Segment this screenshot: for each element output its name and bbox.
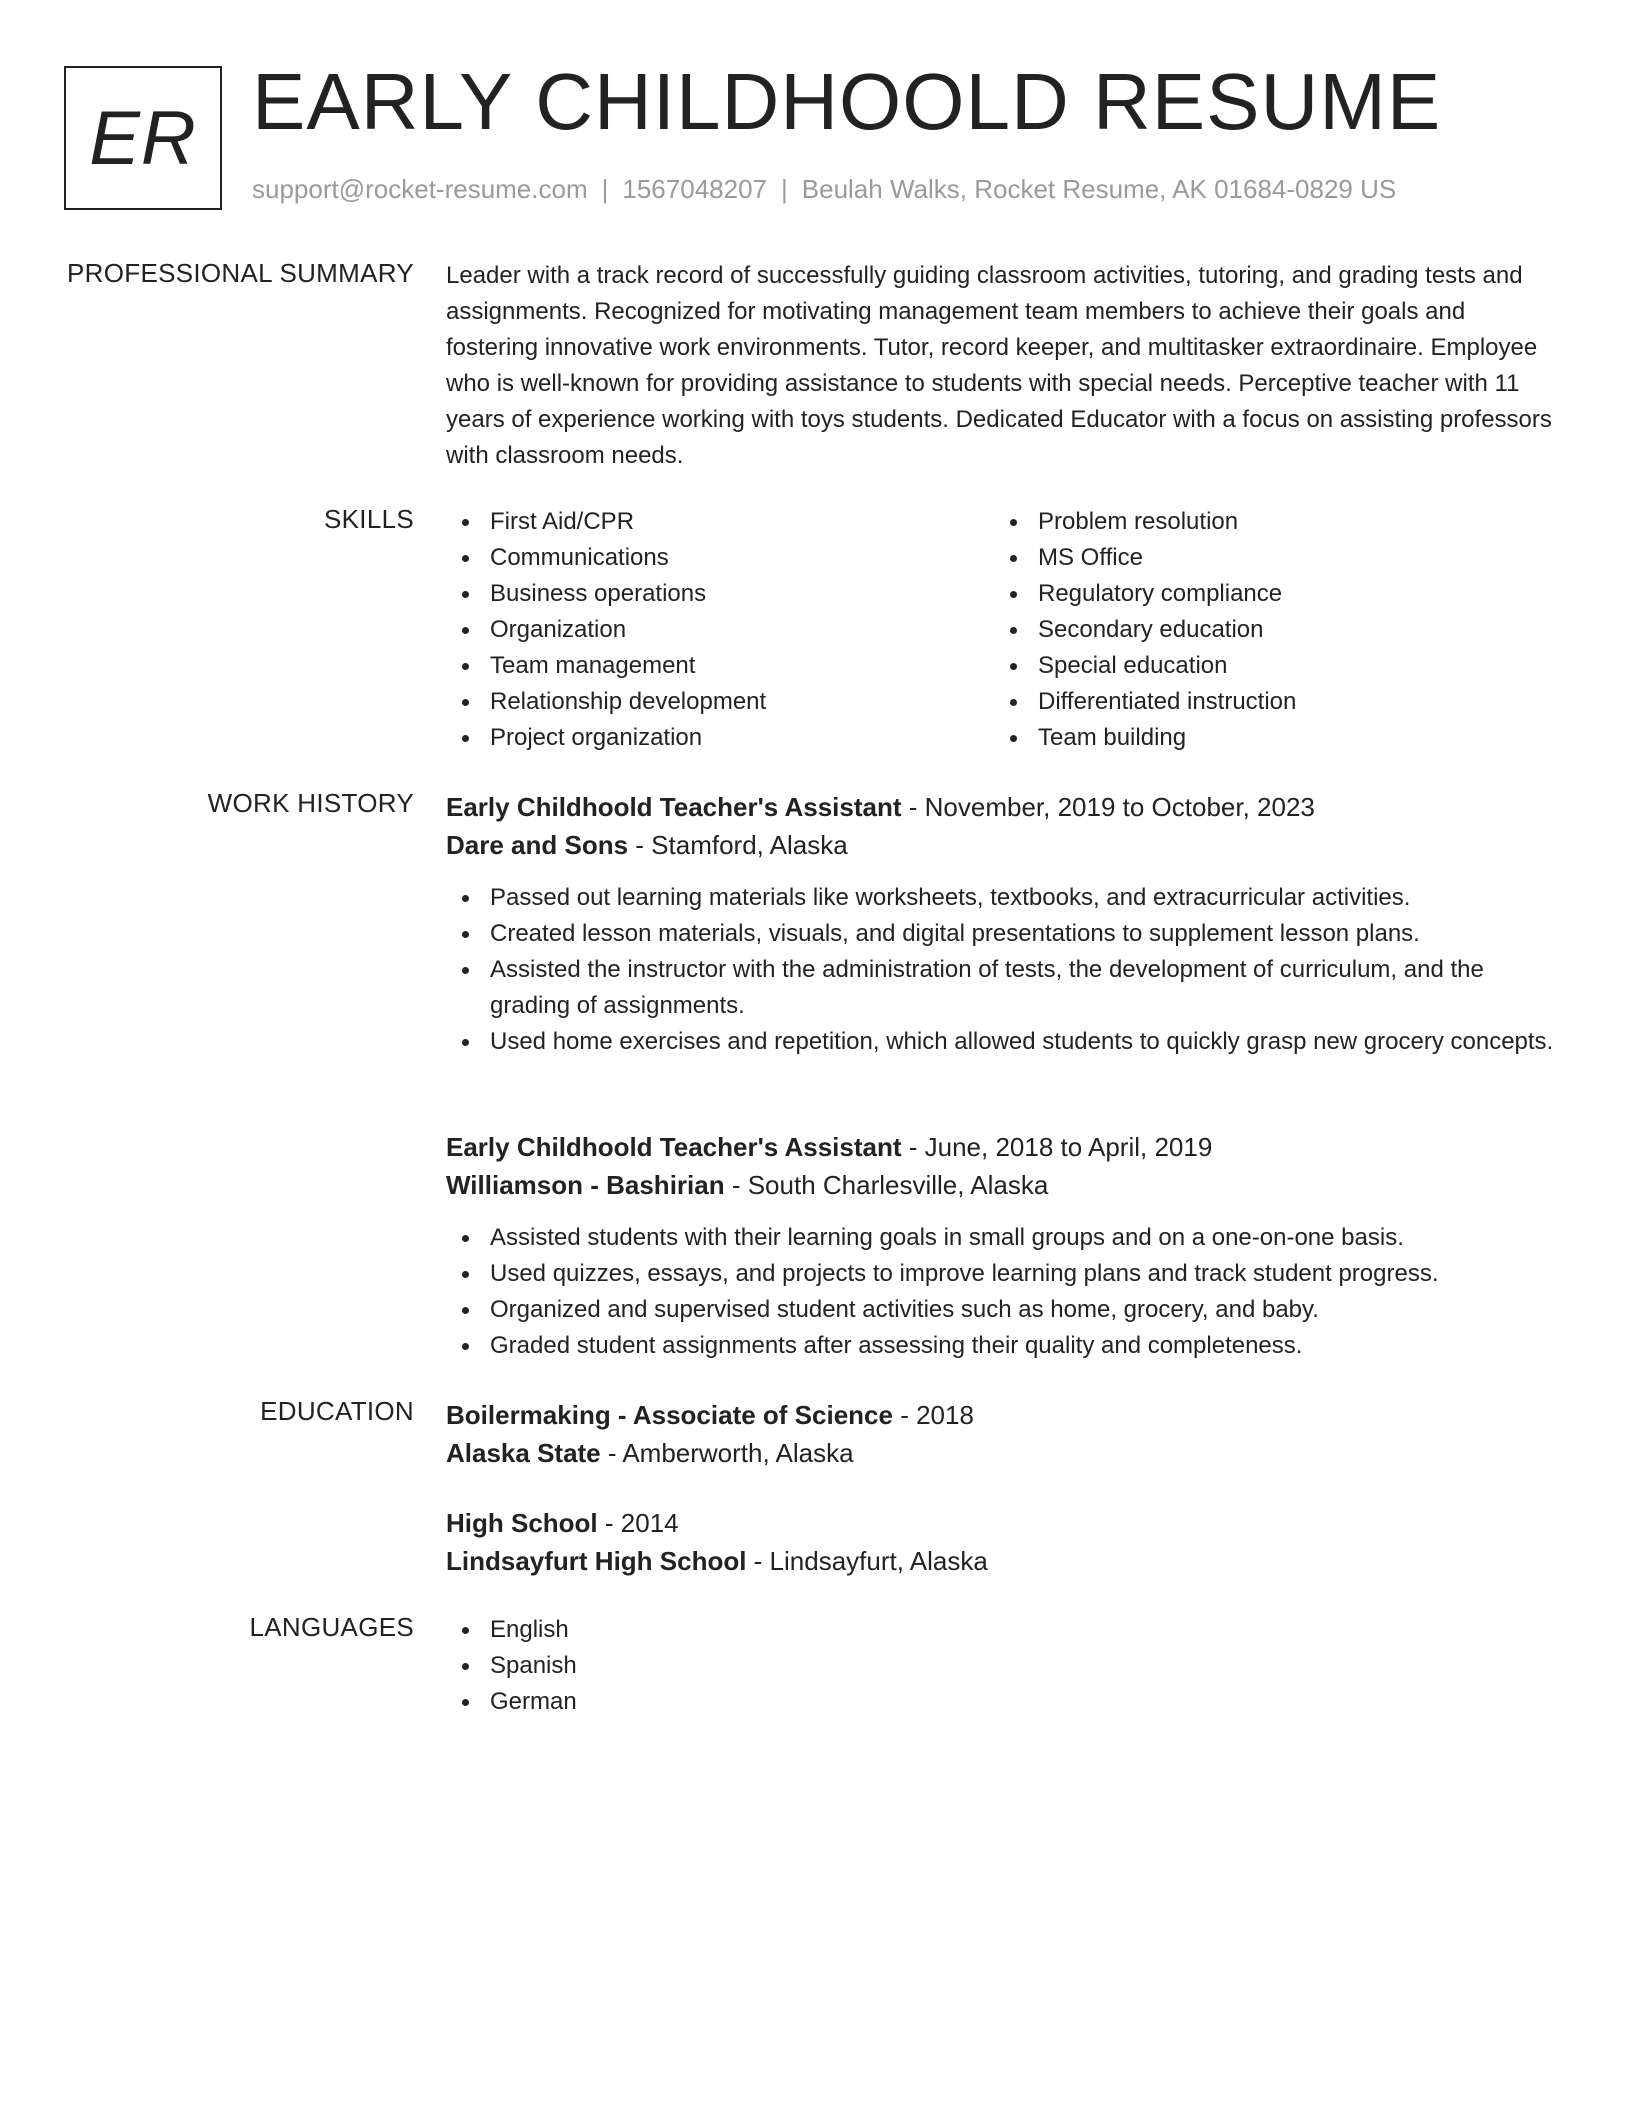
skill-item: Differentiated instruction bbox=[994, 684, 1542, 720]
language-item: Spanish bbox=[446, 1648, 1566, 1684]
education-school-line bbox=[446, 1542, 1566, 1580]
section-label-work: WORK HISTORY bbox=[207, 788, 414, 818]
skill-item: Secondary education bbox=[994, 612, 1542, 648]
duty-item: Used quizzes, essays, and projects to improve learning plans and track student progress. bbox=[446, 1256, 1566, 1292]
education-school: Lindsayfurt High School bbox=[446, 1546, 747, 1576]
job-title: Early Childhoold Teacher's Assistant bbox=[446, 792, 902, 822]
duty-item: Created lesson materials, visuals, and digital presentations to supplement lesson plans. bbox=[446, 916, 1566, 952]
languages-list bbox=[446, 1612, 1566, 1720]
education-degree-line bbox=[446, 1396, 1566, 1434]
duty-item: Assisted the instructor with the administration of tests, the development of curriculum, and the grading of assignments. bbox=[446, 952, 1566, 1024]
job-duties bbox=[446, 1220, 1566, 1364]
skill-item: Special education bbox=[994, 648, 1542, 684]
education-year: - 2018 bbox=[892, 1400, 974, 1430]
job-title-line bbox=[446, 1128, 1566, 1166]
skill-item: Relationship development bbox=[446, 684, 994, 720]
job-dates: - June, 2018 to April, 2019 bbox=[901, 1132, 1213, 1162]
skill-item: Team management bbox=[446, 648, 994, 684]
job-title: Early Childhoold Teacher's Assistant bbox=[446, 1132, 902, 1162]
education-year: - 2014 bbox=[597, 1508, 679, 1538]
skill-item: Problem resolution bbox=[994, 504, 1542, 540]
contact-separator: | bbox=[601, 174, 609, 204]
skill-item: Project organization bbox=[446, 720, 994, 756]
duty-item: Organized and supervised student activities such as home, grocery, and baby. bbox=[446, 1292, 1566, 1328]
skills-column-right bbox=[994, 504, 1542, 756]
duty-item: Used home exercises and repetition, which allowed students to quickly grasp new grocery concepts. bbox=[446, 1024, 1566, 1060]
skill-item: Communications bbox=[446, 540, 994, 576]
job-duties bbox=[446, 880, 1566, 1060]
skills-list bbox=[446, 504, 1566, 756]
job-company: Williamson - Bashirian bbox=[446, 1170, 725, 1200]
section-label-summary: PROFESSIONAL SUMMARY bbox=[67, 258, 414, 288]
education-school-line bbox=[446, 1434, 1566, 1472]
monogram-logo bbox=[64, 66, 222, 210]
skill-item: MS Office bbox=[994, 540, 1542, 576]
contact-email: support@rocket-resume.com bbox=[252, 174, 588, 204]
section-label-skills: SKILLS bbox=[324, 504, 414, 534]
job-dates: - November, 2019 to October, 2023 bbox=[901, 792, 1315, 822]
resume-title: EARLY CHILDHOOLD RESUME bbox=[252, 57, 1442, 146]
language-item: German bbox=[446, 1684, 1566, 1720]
job-entry bbox=[446, 1128, 1566, 1364]
education-entry bbox=[446, 1504, 1566, 1580]
duty-item: Graded student assignments after assessing their quality and completeness. bbox=[446, 1328, 1566, 1364]
contact-address: Beulah Walks, Rocket Resume, AK 01684-0829 US bbox=[801, 174, 1397, 204]
contact-phone: 1567048207 bbox=[622, 174, 767, 204]
contact-line bbox=[252, 174, 1396, 205]
education-school: Alaska State bbox=[446, 1438, 601, 1468]
job-entry bbox=[446, 788, 1566, 1060]
education-entry bbox=[446, 1396, 1566, 1472]
education-degree: High School bbox=[446, 1508, 598, 1538]
monogram-text: ER bbox=[89, 95, 197, 181]
skill-item: Organization bbox=[446, 612, 994, 648]
skill-item: Regulatory compliance bbox=[994, 576, 1542, 612]
education-degree-line bbox=[446, 1504, 1566, 1542]
education-degree: Boilermaking - Associate of Science bbox=[446, 1400, 893, 1430]
contact-separator: | bbox=[781, 174, 788, 204]
duty-item: Assisted students with their learning goals in small groups and on a one-on-one basis. bbox=[446, 1220, 1566, 1256]
job-location: - Stamford, Alaska bbox=[628, 830, 848, 860]
job-company: Dare and Sons bbox=[446, 830, 629, 860]
section-label-languages: LANGUAGES bbox=[249, 1612, 414, 1642]
section-label-education: EDUCATION bbox=[260, 1396, 414, 1426]
skill-item: Team building bbox=[994, 720, 1542, 756]
education-location: - Lindsayfurt, Alaska bbox=[746, 1546, 988, 1576]
skill-item: First Aid/CPR bbox=[446, 504, 994, 540]
job-title-line bbox=[446, 788, 1566, 826]
duty-item: Passed out learning materials like worksheets, textbooks, and extracurricular activities. bbox=[446, 880, 1566, 916]
job-location: - South Charlesville, Alaska bbox=[724, 1170, 1049, 1200]
skill-item: Business operations bbox=[446, 576, 994, 612]
job-company-line bbox=[446, 1166, 1566, 1204]
education-location: - Amberworth, Alaska bbox=[600, 1438, 854, 1468]
skills-column-left bbox=[446, 504, 994, 756]
language-item: English bbox=[446, 1612, 1566, 1648]
summary-text: Leader with a track record of successfully guiding classroom activities, tutoring, and grading tests and assignments. Recognized for motivating management team members to achieve their goals and fostering innovative work environments. Tutor, record keeper, and multitasker extraordinaire. Employee who is well-known for providing assistance to students with special needs. Perceptive teacher with 11 years of experience working with toys students. Dedicated Educator with a focus on assisting professors with classroom needs. bbox=[446, 262, 1552, 469]
job-company-line bbox=[446, 826, 1566, 864]
